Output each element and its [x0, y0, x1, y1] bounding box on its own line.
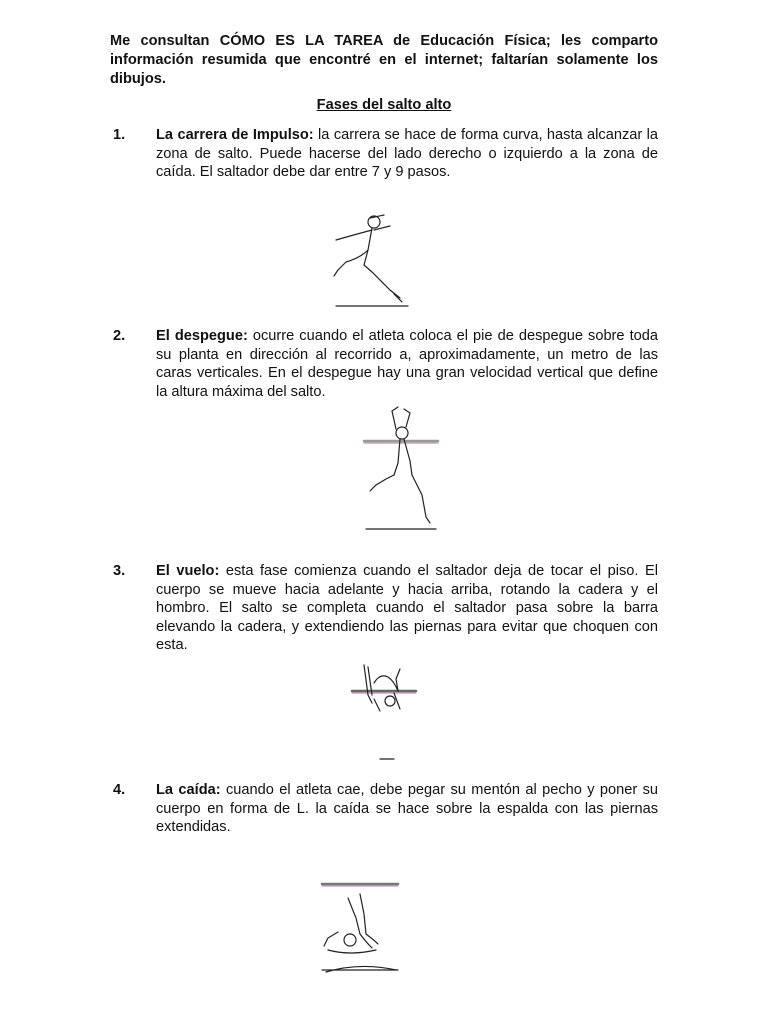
- takeoff-figure: [360, 405, 440, 533]
- landing-figure: [320, 878, 400, 978]
- phase-item-3: [110, 562, 658, 655]
- phase-description: [156, 327, 658, 401]
- phase-term: La carrera de Impulso:: [156, 127, 314, 143]
- phase-description: [156, 562, 658, 655]
- intro-paragraph: Me consultan CÓMO ES LA TAREA de Educación Física; les comparto información resumida que encontré en el internet; faltarían solamente los dibujos.: [110, 33, 658, 87]
- phase-term: El vuelo:: [156, 563, 220, 579]
- phase-number: 3.: [113, 563, 126, 579]
- phase-term: La caída:: [156, 782, 221, 798]
- phase-description: [156, 126, 658, 182]
- flight-figure: [350, 655, 420, 765]
- phase-item-1: [110, 126, 658, 182]
- phase-item-4: [110, 781, 658, 837]
- phase-item-2: [110, 327, 658, 401]
- page-title: Fases del salto alto: [316, 97, 452, 113]
- runner-figure: [330, 210, 410, 310]
- phase-number: 1.: [113, 127, 126, 143]
- phase-text: la carrera se hace de forma curva, hasta alcanzar la zona de salto. Puede hacerse del lado derecho o izquierdo a la zona de caída. El saltador debe dar entre 7 y 9 pasos.: [156, 127, 658, 180]
- phase-number: 4.: [113, 782, 126, 798]
- phase-text: cuando el atleta cae, debe pegar su mentón al pecho y poner su cuerpo en forma de L. la caída se hace sobre la espalda con las piernas extendidas.: [156, 782, 658, 835]
- phase-text: ocurre cuando el atleta coloca el pie de despegue sobre toda su planta en dirección al recorrido a, aproximadamente, un metro de las caras verticales. En el despegue hay una gran velocidad vertical que define la altura máxima del salto.: [156, 328, 658, 400]
- phase-number: 2.: [113, 328, 126, 344]
- phase-description: [156, 781, 658, 837]
- phase-term: El despegue:: [156, 328, 248, 344]
- phase-text: esta fase comienza cuando el saltador deja de tocar el piso. El cuerpo se mueve hacia adelante y hacia arriba, rotando la cadera y el hombro. El salto se completa cuando el saltador pasa sobre la barra elevando la cadera, y extendiendo las piernas para evitar que choquen con esta.: [156, 563, 658, 653]
